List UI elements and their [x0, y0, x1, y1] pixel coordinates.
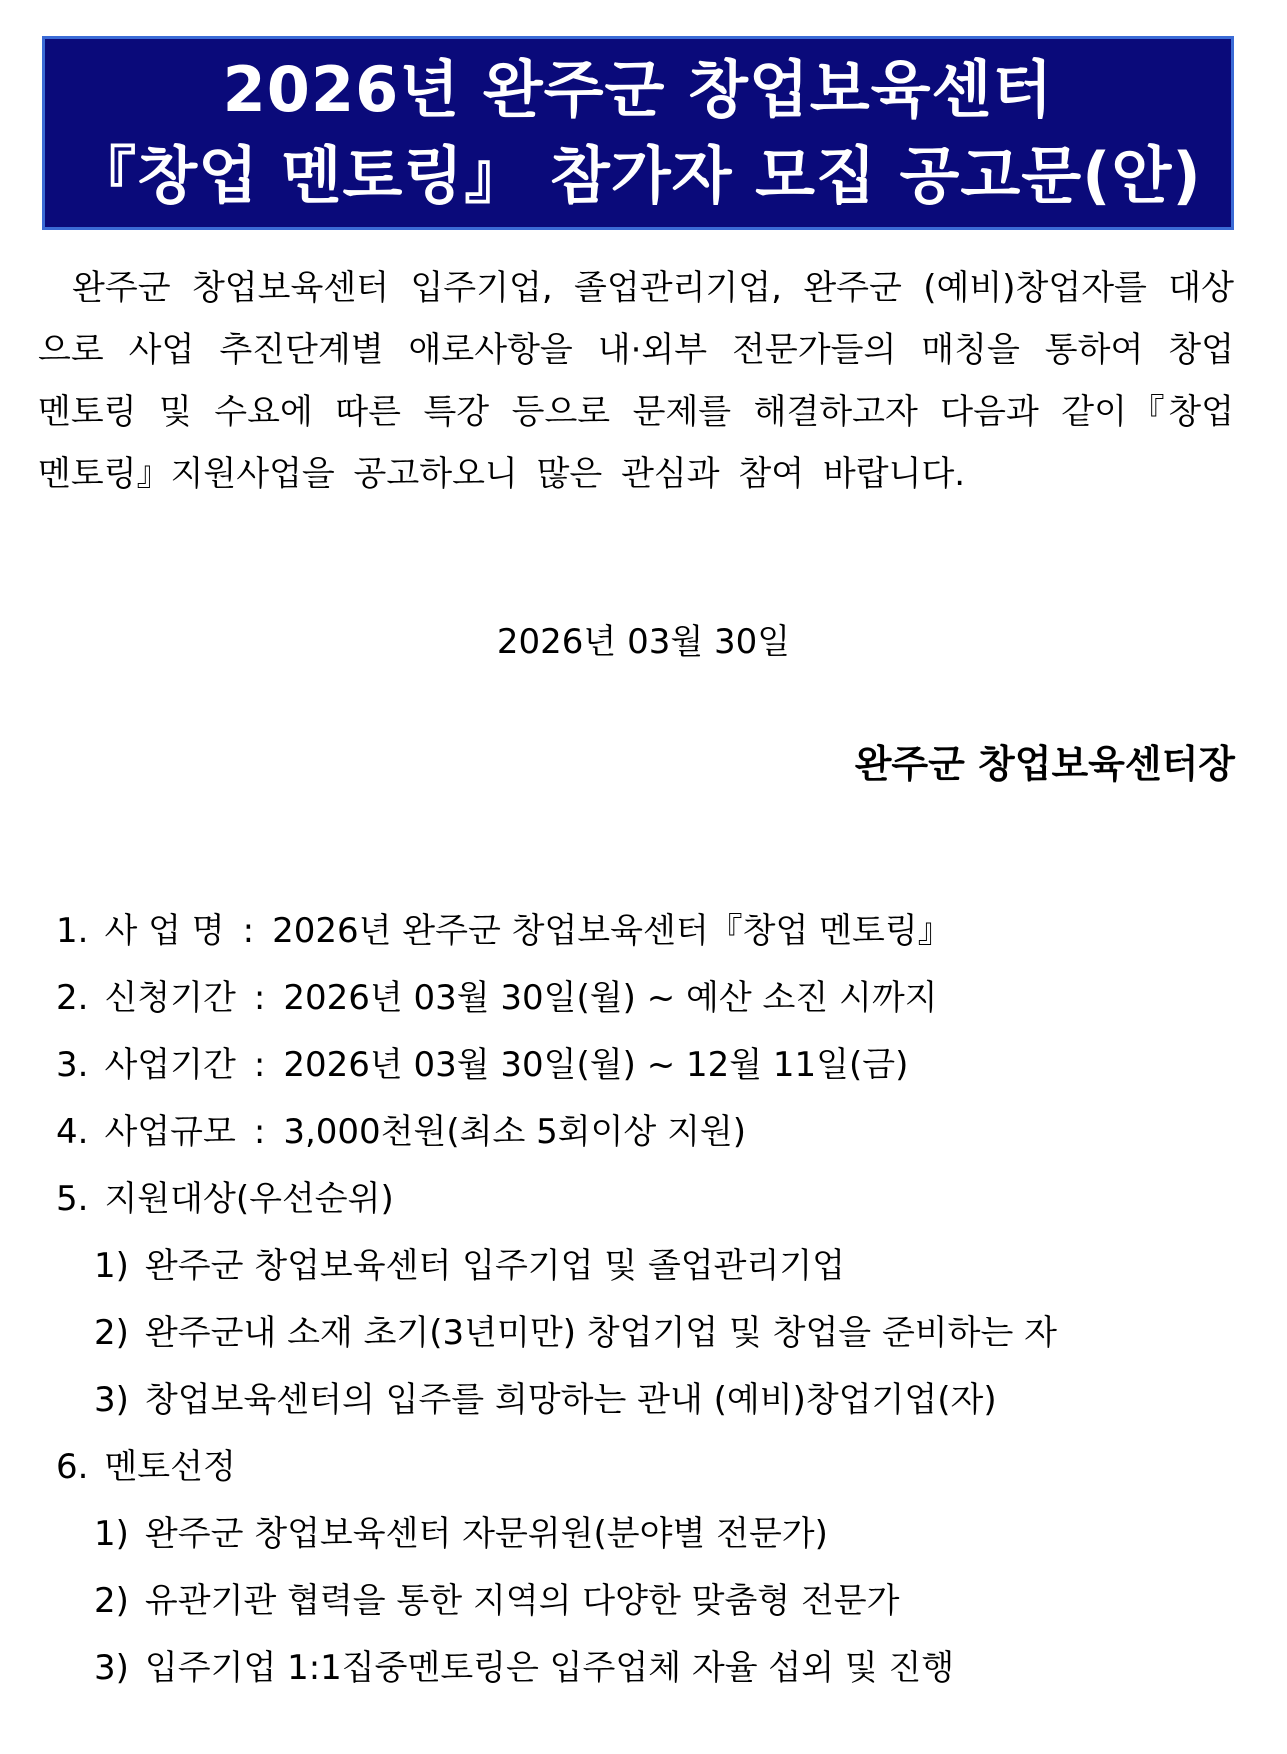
sub-item-text: 완주군 창업보육센터 입주기업 및 졸업관리기업	[144, 1246, 846, 1286]
item-separator: :	[253, 1045, 266, 1085]
title-banner	[42, 36, 1234, 230]
sub-item-text: 입주기업 1:1집중멘토링은 입주업체 자율 섭외 및 진행	[144, 1648, 955, 1688]
sub-item-target-1	[56, 1233, 1236, 1300]
sub-item-text: 완주군내 소재 초기(3년미만) 창업기업 및 창업을 준비하는 자	[144, 1313, 1057, 1353]
title-line-1: 2026년 완주군 창업보육센터	[222, 53, 1054, 126]
item-label: 지원대상(우선순위)	[104, 1179, 394, 1219]
item-mentor-selection	[56, 1434, 1236, 1501]
item-label: 사업기간	[104, 1045, 236, 1085]
sub-item-number: 1)	[94, 1246, 129, 1286]
item-number: 6.	[56, 1447, 89, 1487]
sub-item-number: 3)	[94, 1380, 129, 1420]
sub-item-mentor-3	[56, 1635, 1236, 1702]
item-separator: :	[253, 1112, 266, 1152]
item-label: 사 업 명	[104, 911, 225, 951]
sub-item-number: 3)	[94, 1648, 129, 1688]
sub-item-text: 창업보육센터의 입주를 희망하는 관내 (예비)창업기업(자)	[144, 1380, 997, 1420]
sub-item-mentor-2	[56, 1568, 1236, 1635]
item-business-period	[56, 1032, 1236, 1099]
item-number: 1.	[56, 911, 89, 951]
sub-item-number: 2)	[94, 1313, 129, 1353]
title-line-2: 『창업 멘토링』 참가자 모집 공고문(안)	[74, 139, 1202, 212]
item-value: 2026년 완주군 창업보육센터『창업 멘토링』	[272, 911, 952, 951]
item-number: 3.	[56, 1045, 89, 1085]
issuer-name: 완주군 창업보육센터장	[854, 742, 1235, 786]
sub-item-text: 유관기관 협력을 통한 지역의 다양한 맞춤형 전문가	[144, 1581, 900, 1621]
sub-item-target-3	[56, 1367, 1236, 1434]
notice-items	[56, 898, 1236, 1702]
item-number: 4.	[56, 1112, 89, 1152]
item-separator: :	[253, 978, 266, 1018]
sub-item-target-2	[56, 1300, 1236, 1367]
sub-item-text: 완주군 창업보육센터 자문위원(분야별 전문가)	[144, 1514, 828, 1554]
item-label: 멘토선정	[104, 1447, 236, 1487]
item-number: 5.	[56, 1179, 89, 1219]
item-number: 2.	[56, 978, 89, 1018]
item-label: 사업규모	[104, 1112, 236, 1152]
sub-item-number: 1)	[94, 1514, 129, 1554]
item-business-name	[56, 898, 1236, 965]
item-value: 2026년 03월 30일(월) ~ 12월 11일(금)	[283, 1045, 909, 1085]
sub-item-number: 2)	[94, 1581, 129, 1621]
item-separator: :	[242, 911, 255, 951]
intro-paragraph: 완주군 창업보육센터 입주기업, 졸업관리기업, 완주군 (예비)창업자를 대상으로 사업 추진단계별 애로사항을 내·외부 전문가들의 매칭을 통하여 창업 멘토링 및 수요에 따른 특강 등으로 문제를 해결하고자 다음과 같이『창업 멘토링』지원사업을 공고하오니 많은 관심과 참여 바랍니다.	[38, 268, 1234, 494]
item-support-target	[56, 1166, 1236, 1233]
item-label: 신청기간	[104, 978, 236, 1018]
item-value: 3,000천원(최소 5회이상 지원)	[283, 1112, 747, 1152]
announcement-date: 2026년 03월 30일	[496, 622, 791, 662]
sub-item-mentor-1	[56, 1501, 1236, 1568]
item-business-scale	[56, 1099, 1236, 1166]
item-value: 2026년 03월 30일(월) ~ 예산 소진 시까지	[283, 978, 938, 1018]
item-application-period	[56, 965, 1236, 1032]
